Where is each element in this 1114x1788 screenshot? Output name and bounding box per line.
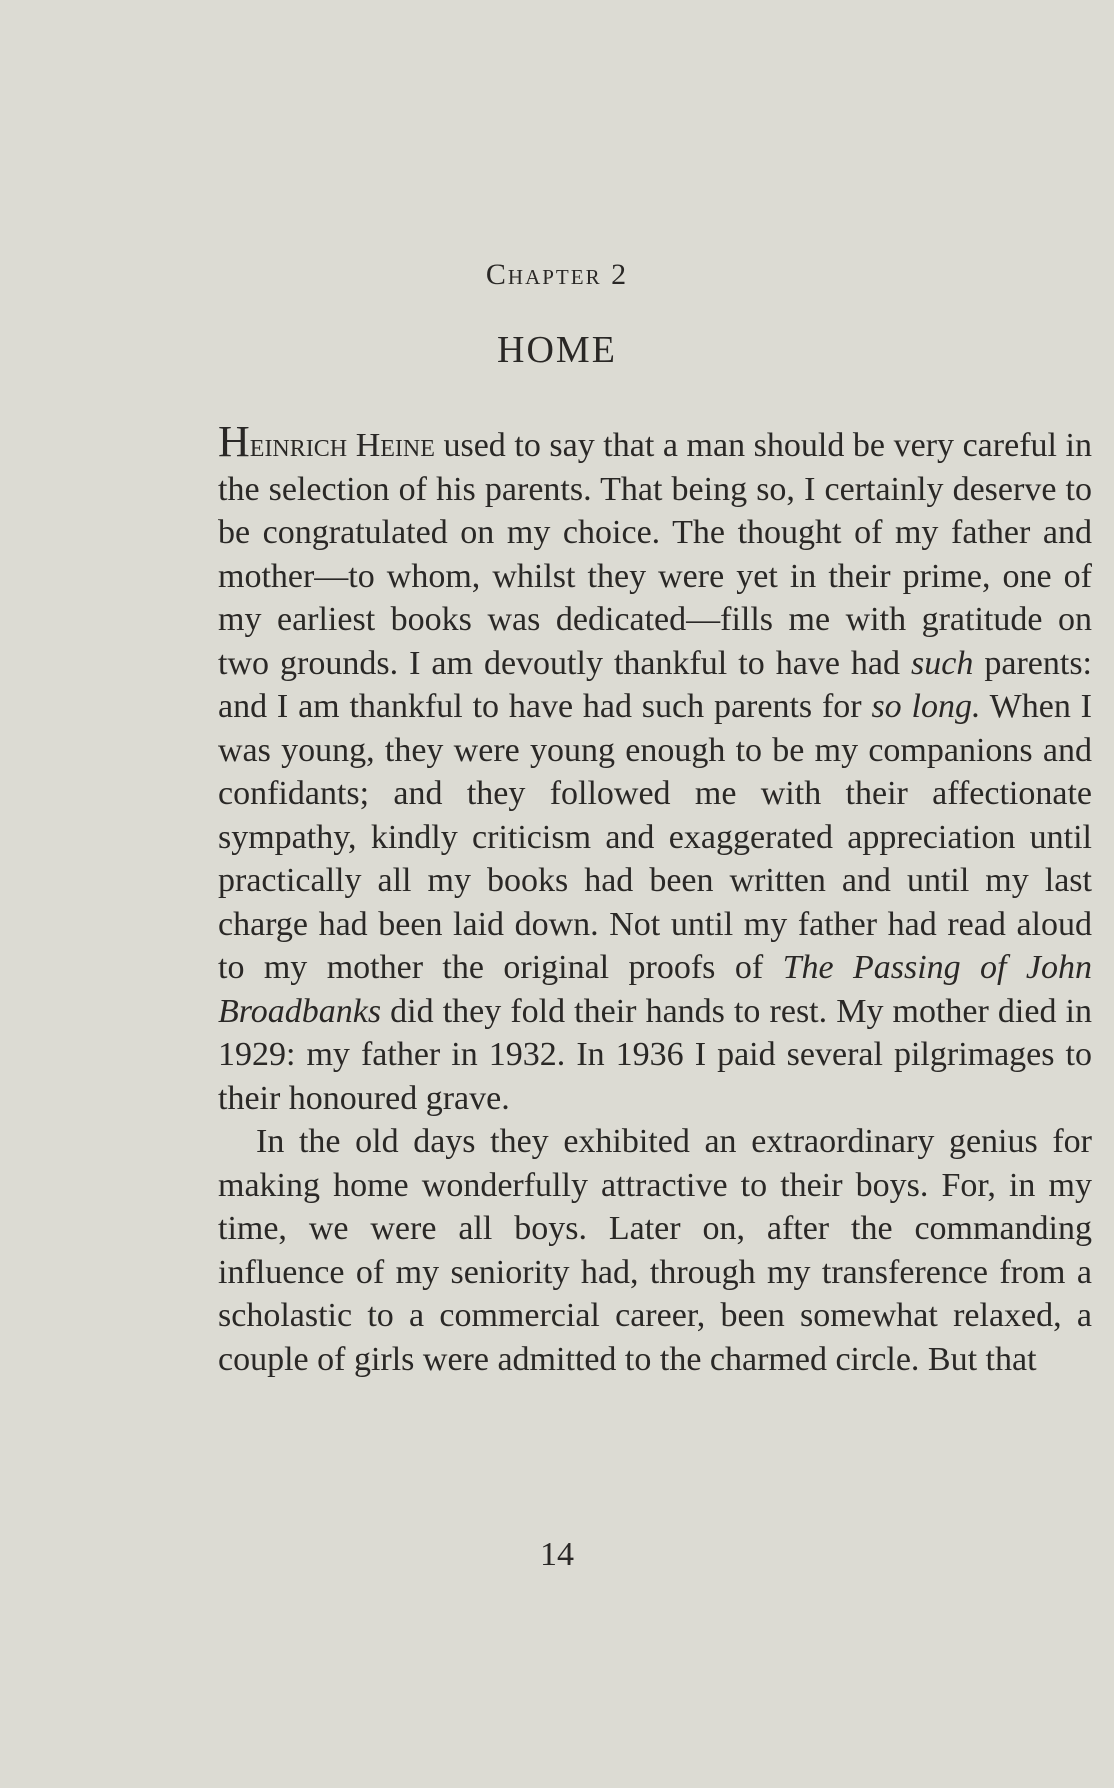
- paragraph-1-segment-2: parents: and I am thankful to have had such parents for: [218, 644, 1092, 725]
- italic-so-long: so long.: [871, 688, 981, 725]
- paragraph-1-segment-4: did they fold their hands to rest. My mother died in 1929: my father in 1932. In 1936 I paid several pilgrimages to their honoured grave.: [218, 992, 1092, 1117]
- opening-initial: H: [218, 417, 250, 466]
- chapter-label: Chapter 2: [485, 258, 629, 291]
- opening-words: [218, 417, 435, 466]
- opening-small-caps: einrich Heine: [249, 427, 435, 464]
- body-text: [218, 417, 1093, 1381]
- paragraph-2: In the old days they exhibited an extraordinary genius for making home wonderfully attractive to their boys. For, in my time, we were all boys. Later on, after the commanding influence of my seniority had, through my transference from a scholastic to a commercial career, been somewhat relaxed, a couple of girls were admitted to the charmed circle. But that: [218, 1123, 1092, 1378]
- paragraph-1: [218, 417, 1093, 1120]
- page-number: 14: [540, 1536, 574, 1573]
- paragraph-1-segment-1: used to say that a man should be very careful in the selection of his parents. That being so, I certainly deserve to be congratulated on my choice. The thought of my father and mother—to whom, whilst they were yet in their prime, one of my earliest books was dedicated—fills me with gratitude on two grounds. I am devoutly thankful to have had: [218, 427, 1092, 682]
- paragraph-1-segment-3: When I was young, they were young enough to be my companions and confidants; and they followed me with their affectionate sympathy, kindly criticism and exaggerated appreciation until practically all my books had been written and until my last charge had been laid down. Not until my father had read aloud to my mother the original proofs of: [218, 688, 1093, 986]
- book-title-italic: The Passing of John Broadbanks: [218, 949, 1093, 1030]
- chapter-title: HOME: [497, 329, 617, 371]
- italic-such: such: [911, 644, 974, 682]
